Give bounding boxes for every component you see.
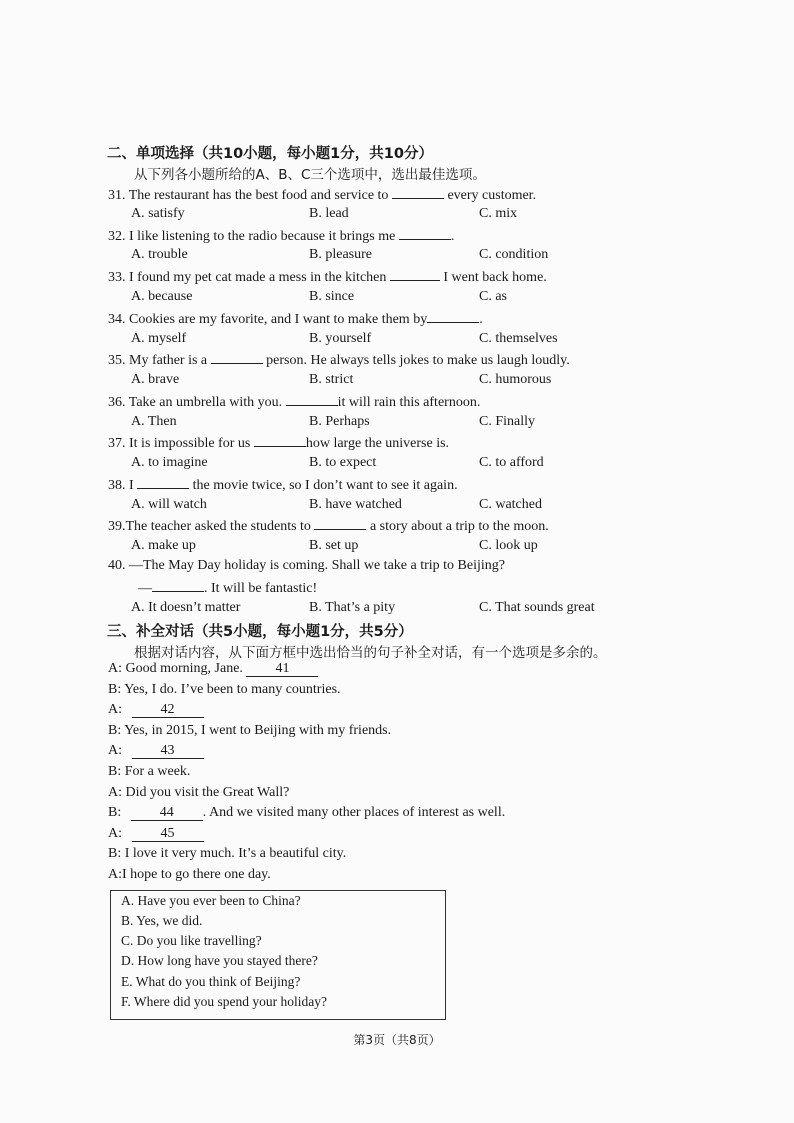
answer-blank [254,434,306,447]
option-a: A. Then [131,414,177,429]
dialogue-line: A:I hope to go there one day. [108,867,271,882]
dialogue-line: B: Yes, in 2015, I went to Beijing with my friends. [108,723,392,738]
option-c: C. to afford [479,455,544,470]
option-a: A. myself [131,331,187,346]
option-c: C. condition [479,247,549,262]
option-b: B. lead [309,206,349,221]
question-35: 35. My father is a person. He always tells jokes to make us laugh loudly. [108,353,570,368]
option-c: C. That sounds great [479,600,595,615]
answer-blank [137,476,189,489]
section-3-title: 三、补全对话（共5小题，每小题1分，共5分） [107,624,413,640]
dialogue-line: A: 45 [108,826,204,842]
answer-blank [399,227,451,240]
box-option-e: E. What do you think of Beijing? [121,974,301,989]
box-option-a: A. Have you ever been to China? [121,893,301,908]
dialogue-line: B: I love it very much. It’s a beautiful city. [108,846,347,861]
box-option-d: D. How long have you stayed there? [121,953,318,968]
option-b: B. That’s a pity [309,600,396,615]
answer-blank [390,268,440,281]
answer-blank-45: 45 [132,827,204,842]
answer-blank [211,351,263,364]
option-a: A. will watch [131,497,207,512]
option-a: A. satisfy [131,206,185,221]
option-b: B. Perhaps [309,414,370,429]
question-31: 31. The restaurant has the best food and service to every customer. [108,188,537,203]
option-a: A. trouble [131,247,188,262]
answer-blank [286,393,338,406]
option-c: C. mix [479,206,518,221]
option-b: B. since [309,289,355,304]
page-footer: 第3页（共8页） [353,1033,441,1047]
question-40-reply: — . It will be fantastic! [138,581,318,596]
option-c: C. humorous [479,372,552,387]
option-c: C. themselves [479,331,558,346]
dialogue-line: A: 43 [108,743,204,759]
option-c: C. look up [479,538,538,553]
answer-blank-43: 43 [132,744,204,759]
answer-blank [152,579,204,592]
question-39: 39.The teacher asked the students to a story about a trip to the moon. [108,519,549,534]
dialogue-line: B: Yes, I do. I’ve been to many countries. [108,682,341,697]
answer-blank-41: 41 [246,662,318,677]
answer-blank [427,310,479,323]
answer-blank-42: 42 [132,703,204,718]
question-38: 38. I the movie twice, so I don’t want to see it again. [108,478,458,493]
dialogue-line: A: 42 [108,702,204,718]
option-b: B. set up [309,538,359,553]
option-a: A. brave [131,372,180,387]
option-c: C. as [479,289,507,304]
section-2-title: 二、单项选择（共10小题，每小题1分，共10分） [107,146,433,162]
option-b: B. strict [309,372,354,387]
options-box [110,890,446,1020]
option-c: C. watched [479,497,542,512]
answer-blank [314,517,366,530]
question-32: 32. I like listening to the radio because it brings me . [108,229,455,244]
box-option-b: B. Yes, we did. [121,913,203,928]
dialogue-line: B: 44 . And we visited many other places of interest as well. [108,805,506,820]
question-40: 40. —The May Day holiday is coming. Shall we take a trip to Beijing? [108,558,505,573]
dialogue-line: B: For a week. [108,764,191,779]
question-34: 34. Cookies are my favorite, and I want to make them by . [108,312,483,327]
question-36: 36. Take an umbrella with you. it will rain this afternoon. [108,395,481,410]
dialogue-line: A: Did you visit the Great Wall? [108,785,290,800]
question-37: 37. It is impossible for us how large the universe is. [108,436,450,451]
answer-blank [392,186,444,199]
dialogue-line: A: Good morning, Jane. 41 [108,661,318,677]
option-a: A. to imagine [131,455,208,470]
section-2-instruction: 从下列各小题所给的A、B、C三个选项中，选出最佳选项。 [134,167,486,183]
option-a: A. It doesn’t matter [131,600,241,615]
option-b: B. to expect [309,455,377,470]
question-33: 33. I found my pet cat made a mess in the kitchen I went back home. [108,270,547,285]
option-b: B. pleasure [309,247,372,262]
section-3-instruction: 根据对话内容，从下面方框中选出恰当的句子补全对话，有一个选项是多余的。 [134,645,607,661]
answer-blank-44: 44 [131,806,203,821]
option-b: B. yourself [309,331,372,346]
option-a: A. because [131,289,193,304]
box-option-c: C. Do you like travelling? [121,933,262,948]
option-b: B. have watched [309,497,402,512]
option-c: C. Finally [479,414,536,429]
option-a: A. make up [131,538,196,553]
box-option-f: F. Where did you spend your holiday? [121,994,328,1009]
